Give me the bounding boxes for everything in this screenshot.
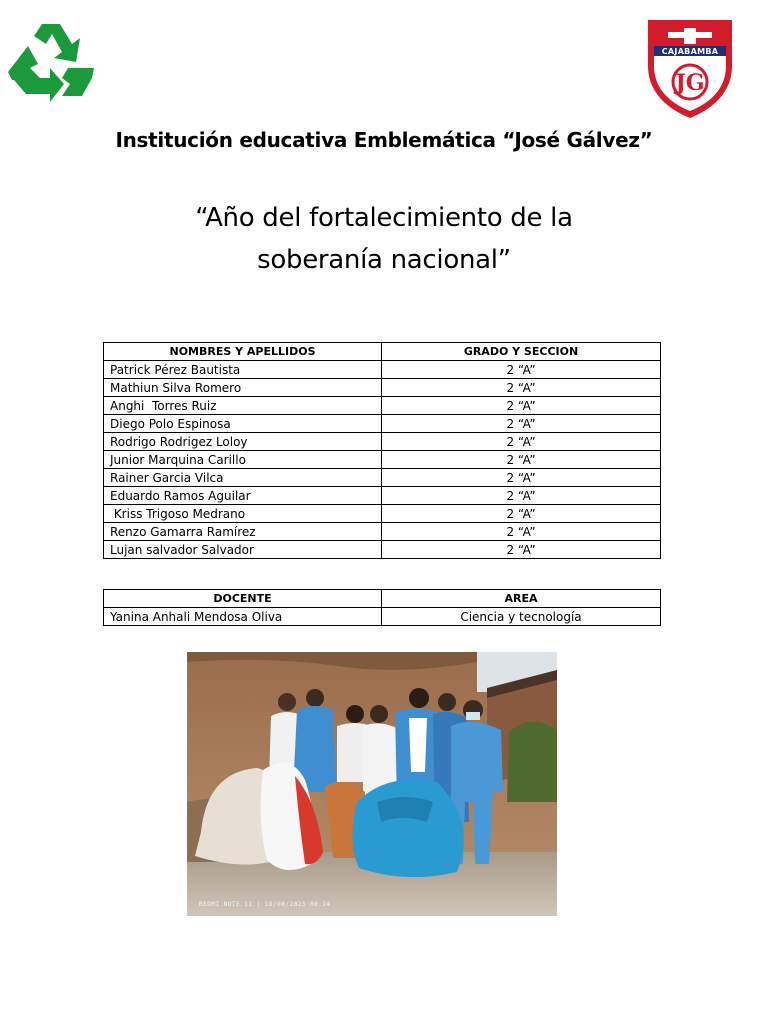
student-grade: 2 “A” bbox=[382, 541, 661, 559]
group-photo bbox=[187, 652, 557, 916]
student-name: Lujan salvador Salvador bbox=[104, 541, 382, 559]
student-grade: 2 “A” bbox=[382, 397, 661, 415]
year-motto bbox=[134, 197, 634, 281]
emblem-text: CAJABAMBA bbox=[661, 47, 719, 56]
table-row bbox=[104, 397, 661, 415]
photo-timestamp: REDMI NOTE 11 | 18/08/2023 08:14 bbox=[199, 901, 331, 908]
table-row bbox=[104, 433, 661, 451]
student-grade: 2 “A” bbox=[382, 523, 661, 541]
student-name: Diego Polo Espinosa bbox=[104, 415, 382, 433]
column-header-area: AREA bbox=[382, 590, 661, 608]
student-name: Anghi Torres Ruiz bbox=[104, 397, 382, 415]
table-row bbox=[104, 523, 661, 541]
student-name: Rainer Garcia Vilca bbox=[104, 469, 382, 487]
column-header-grade: GRADO Y SECCION bbox=[382, 343, 661, 361]
table-row bbox=[104, 505, 661, 523]
student-grade: 2 “A” bbox=[382, 415, 661, 433]
student-grade: 2 “A” bbox=[382, 361, 661, 379]
student-grade: 2 “A” bbox=[382, 487, 661, 505]
emblem-monogram: JG bbox=[675, 70, 705, 96]
group-photo-illustration bbox=[187, 652, 557, 916]
table-row bbox=[104, 379, 661, 397]
student-name: Renzo Gamarra Ramírez bbox=[104, 523, 382, 541]
table-row bbox=[104, 469, 661, 487]
motto-line-2: soberanía nacional” bbox=[257, 245, 511, 275]
student-name: Rodrigo Rodrigez Loloy bbox=[104, 433, 382, 451]
table-header-row bbox=[104, 343, 661, 361]
student-name: Junior Marquina Carillo bbox=[104, 451, 382, 469]
student-name: Eduardo Ramos Aguilar bbox=[104, 487, 382, 505]
table-row bbox=[104, 487, 661, 505]
teacher-table bbox=[103, 589, 661, 626]
table-row bbox=[104, 415, 661, 433]
student-grade: 2 “A” bbox=[382, 379, 661, 397]
teacher-area: Ciencia y tecnología bbox=[382, 608, 661, 626]
student-grade: 2 “A” bbox=[382, 505, 661, 523]
motto-line-1: “Año del fortalecimiento de la bbox=[195, 203, 573, 233]
column-header-teacher: DOCENTE bbox=[104, 590, 382, 608]
school-emblem-icon bbox=[644, 16, 736, 120]
table-row bbox=[104, 361, 661, 379]
institution-title: Institución educativa Emblemática “José Gálvez” bbox=[115, 128, 653, 152]
student-name: Mathiun Silva Romero bbox=[104, 379, 382, 397]
teacher-name: Yanina Anhali Mendosa Oliva bbox=[104, 608, 382, 626]
student-name: Kriss Trigoso Medrano bbox=[104, 505, 382, 523]
student-grade: 2 “A” bbox=[382, 469, 661, 487]
table-header-row bbox=[104, 590, 661, 608]
column-header-names: NOMBRES Y APELLIDOS bbox=[104, 343, 382, 361]
student-grade: 2 “A” bbox=[382, 433, 661, 451]
student-name: Patrick Pérez Bautista bbox=[104, 361, 382, 379]
recycle-icon bbox=[6, 20, 96, 104]
table-row bbox=[104, 608, 661, 626]
table-row bbox=[104, 451, 661, 469]
student-grade: 2 “A” bbox=[382, 451, 661, 469]
students-table bbox=[103, 342, 661, 559]
table-row bbox=[104, 541, 661, 559]
